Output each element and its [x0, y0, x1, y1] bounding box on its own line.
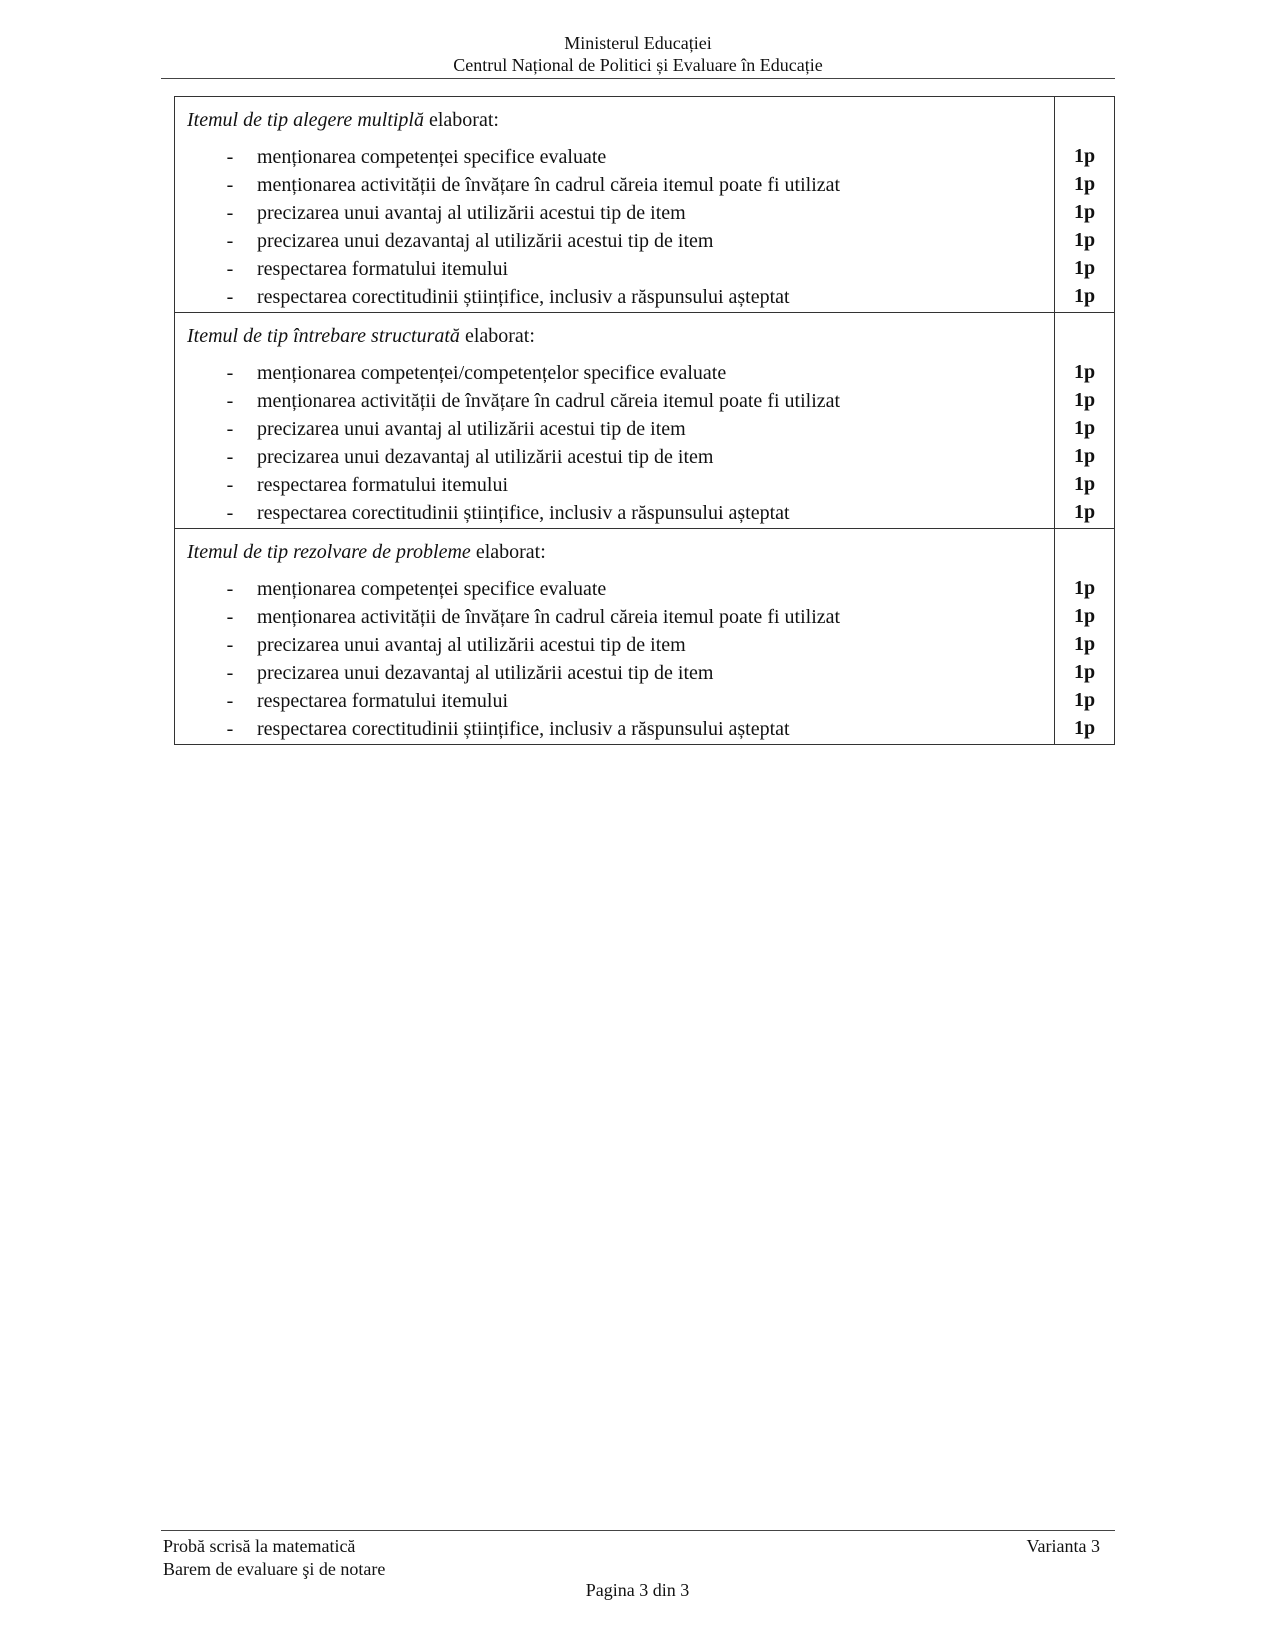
- criterion-text: respectarea formatului itemului: [257, 474, 509, 496]
- criterion-dash: -: [226, 446, 234, 468]
- scoring-table: [174, 96, 1115, 745]
- criterion-row: [187, 283, 1054, 311]
- criterion-dash: -: [226, 146, 234, 168]
- criterion-text: menționarea activității de învățare în cadrul căreia itemul poate fi utilizat: [257, 606, 841, 628]
- criterion-row: [187, 575, 1054, 603]
- section-title: [187, 539, 1054, 565]
- criterion-text: respectarea formatului itemului: [257, 258, 509, 280]
- criterion-text: menționarea competenței/competențelor specifice evaluate: [257, 362, 727, 384]
- criterion-row: [187, 359, 1054, 387]
- criterion-text: menționarea competenței specifice evaluate: [257, 578, 607, 600]
- criterion-points: 1p: [1073, 577, 1096, 599]
- page-number: Pagina 3 din 3: [585, 1580, 690, 1600]
- criterion-row: [187, 603, 1054, 631]
- criterion-points: 1p: [1073, 257, 1096, 279]
- section-points: [1055, 529, 1114, 744]
- criterion-row: [187, 143, 1054, 171]
- criterion-text: precizarea unui dezavantaj al utilizării acestui tip de item: [257, 446, 714, 468]
- criterion-text: precizarea unui dezavantaj al utilizării acestui tip de item: [257, 230, 714, 252]
- section-title-italic: Itemul de tip alegere multiplă: [187, 109, 424, 131]
- criterion-row: [187, 387, 1054, 415]
- criterion-text: menționarea activității de învățare în cadrul căreia itemul poate fi utilizat: [257, 174, 841, 196]
- criterion-dash: -: [226, 578, 234, 600]
- criterion-text: precizarea unui avantaj al utilizării acestui tip de item: [257, 634, 686, 656]
- criterion-row: [187, 687, 1054, 715]
- criterion-points: 1p: [1073, 689, 1096, 711]
- criterion-dash: -: [226, 418, 234, 440]
- criterion-text: respectarea corectitudinii științifice, inclusiv a răspunsului așteptat: [257, 286, 790, 308]
- section-title-italic: Itemul de tip întrebare structurată: [187, 325, 460, 347]
- page-header: [161, 32, 1115, 76]
- scoring-section: [175, 97, 1114, 312]
- criterion-dash: -: [226, 286, 234, 308]
- criterion-text: respectarea corectitudinii științifice, inclusiv a răspunsului așteptat: [257, 502, 790, 524]
- section-title: [187, 323, 1054, 349]
- criterion-points: 1p: [1073, 473, 1096, 495]
- section-title-rest: elaborat:: [470, 541, 546, 563]
- section-points: [1055, 97, 1114, 312]
- criterion-row: [187, 415, 1054, 443]
- footer-exam-subtitle: Barem de evaluare şi de notare: [163, 1559, 386, 1579]
- criterion-text: precizarea unui avantaj al utilizării acestui tip de item: [257, 202, 686, 224]
- criterion-points: 1p: [1073, 633, 1096, 655]
- footer-exam-title: Probă scrisă la matematică: [163, 1536, 356, 1556]
- footer-exam-info: [163, 1535, 385, 1581]
- criterion-points: 1p: [1073, 417, 1096, 439]
- criterion-points: 1p: [1073, 229, 1096, 251]
- criterion-row: [187, 659, 1054, 687]
- section-criteria: [175, 97, 1055, 312]
- criterion-dash: -: [226, 634, 234, 656]
- section-title-rest: elaborat:: [423, 109, 499, 131]
- criterion-text: precizarea unui avantaj al utilizării acestui tip de item: [257, 418, 686, 440]
- criterion-points: 1p: [1073, 501, 1096, 523]
- criterion-text: menționarea activității de învățare în cadrul căreia itemul poate fi utilizat: [257, 390, 841, 412]
- criterion-text: respectarea corectitudinii științifice, inclusiv a răspunsului așteptat: [257, 718, 790, 740]
- criterion-dash: -: [226, 662, 234, 684]
- criterion-text: menționarea competenței specifice evaluate: [257, 146, 607, 168]
- scoring-section: [175, 312, 1114, 528]
- section-criteria: [175, 313, 1055, 528]
- criterion-points: 1p: [1073, 445, 1096, 467]
- criterion-points: 1p: [1073, 285, 1096, 307]
- criterion-points: 1p: [1073, 361, 1096, 383]
- section-points: [1055, 313, 1114, 528]
- criterion-dash: -: [226, 258, 234, 280]
- header-divider: [161, 78, 1115, 79]
- criterion-row: [187, 171, 1054, 199]
- section-title: [187, 107, 1054, 133]
- footer-divider: [161, 1530, 1115, 1531]
- center-name: Centrul Național de Politici și Evaluare în Educație: [453, 55, 823, 75]
- criterion-dash: -: [226, 690, 234, 712]
- criterion-row: [187, 443, 1054, 471]
- criterion-points: 1p: [1073, 145, 1096, 167]
- section-criteria: [175, 529, 1055, 744]
- criterion-row: [187, 471, 1054, 499]
- criterion-dash: -: [226, 606, 234, 628]
- criterion-points: 1p: [1073, 661, 1096, 683]
- criterion-dash: -: [226, 502, 234, 524]
- criterion-points: 1p: [1073, 389, 1096, 411]
- criterion-row: [187, 199, 1054, 227]
- criterion-row: [187, 255, 1054, 283]
- criterion-dash: -: [226, 474, 234, 496]
- ministry-name: Ministerul Educației: [564, 33, 712, 53]
- criterion-row: [187, 227, 1054, 255]
- criterion-points: 1p: [1073, 201, 1096, 223]
- footer-variant: Varianta 3: [1026, 1536, 1100, 1556]
- criterion-dash: -: [226, 390, 234, 412]
- section-title-rest: elaborat:: [459, 325, 535, 347]
- criterion-row: [187, 715, 1054, 743]
- criterion-text: precizarea unui dezavantaj al utilizării acestui tip de item: [257, 662, 714, 684]
- section-title-italic: Itemul de tip rezolvare de probleme: [187, 541, 471, 563]
- criterion-dash: -: [226, 230, 234, 252]
- criterion-row: [187, 499, 1054, 527]
- criterion-points: 1p: [1073, 173, 1096, 195]
- criterion-dash: -: [226, 202, 234, 224]
- criterion-dash: -: [226, 174, 234, 196]
- criterion-row: [187, 631, 1054, 659]
- criterion-dash: -: [226, 362, 234, 384]
- criterion-points: 1p: [1073, 605, 1096, 627]
- criterion-points: 1p: [1073, 717, 1096, 739]
- criterion-dash: -: [226, 718, 234, 740]
- scoring-section: [175, 528, 1114, 744]
- criterion-text: respectarea formatului itemului: [257, 690, 509, 712]
